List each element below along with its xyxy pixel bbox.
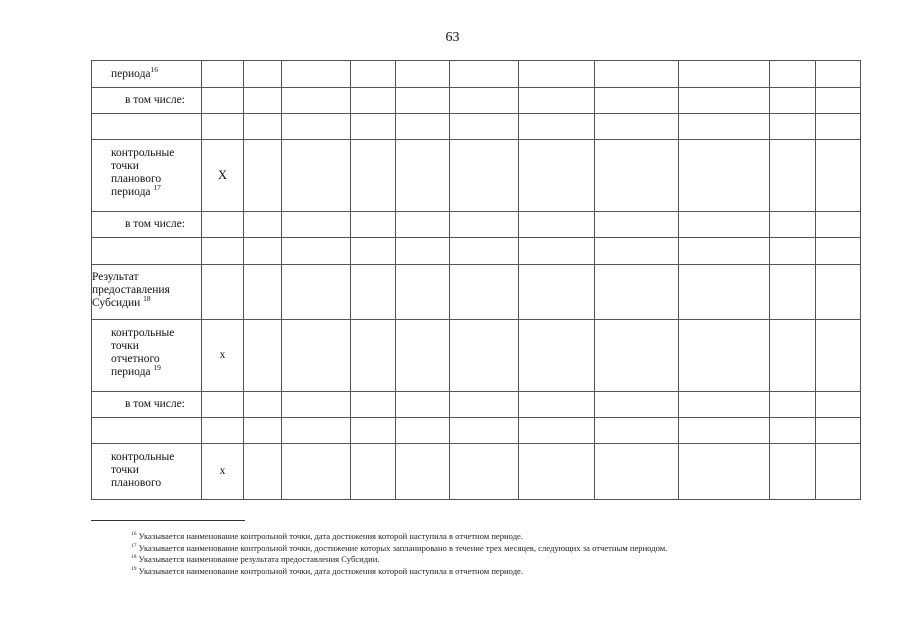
- table-cell: [770, 114, 816, 140]
- mark-cell: [202, 238, 244, 265]
- table-cell: [450, 212, 519, 238]
- table-cell: [244, 238, 282, 265]
- report-table: [91, 60, 861, 500]
- table-cell: [282, 212, 351, 238]
- table-cell: [770, 392, 816, 418]
- table-row: [92, 392, 861, 418]
- table-row: [92, 212, 861, 238]
- mark-cell: [202, 418, 244, 444]
- table-cell: [244, 61, 282, 88]
- row-label: [92, 444, 202, 500]
- table-cell: [396, 392, 450, 418]
- table-row: [92, 88, 861, 114]
- table-cell: [282, 61, 351, 88]
- table-cell: [679, 444, 770, 500]
- table-cell: [450, 392, 519, 418]
- table-cell: [244, 444, 282, 500]
- table-cell: [396, 265, 450, 320]
- row-label: [92, 61, 202, 88]
- table-cell: [519, 265, 595, 320]
- table-row: [92, 238, 861, 265]
- table-cell: [519, 140, 595, 212]
- row-label: [92, 212, 202, 238]
- table-cell: [595, 238, 679, 265]
- table-cell: [450, 265, 519, 320]
- table-cell: [679, 114, 770, 140]
- row-label-line: планового: [111, 477, 162, 489]
- row-label-text: периода: [111, 67, 151, 80]
- table-cell: [396, 418, 450, 444]
- table-cell: [595, 212, 679, 238]
- table-cell: [244, 140, 282, 212]
- table-cell: [679, 238, 770, 265]
- table-cell: [816, 392, 861, 418]
- table-cell: [595, 140, 679, 212]
- table-cell: [450, 320, 519, 392]
- table-cell: [679, 140, 770, 212]
- row-label-line: контрольные: [111, 147, 175, 159]
- table-row: [92, 320, 861, 392]
- table-cell: [351, 114, 396, 140]
- table-cell: [450, 444, 519, 500]
- row-label: [92, 88, 202, 114]
- table-cell: [244, 88, 282, 114]
- table-cell: [450, 238, 519, 265]
- table-cell: [282, 238, 351, 265]
- row-label: [92, 392, 202, 418]
- mark-cell: [202, 212, 244, 238]
- table-cell: [816, 61, 861, 88]
- table-cell: [282, 392, 351, 418]
- table-cell: [816, 418, 861, 444]
- row-label-line: планового: [111, 173, 162, 185]
- mark-cell: x: [202, 444, 244, 500]
- footnote-ref: 18: [143, 294, 151, 304]
- footnote-19: $^{19}$ Указывается наименование контрольной точки, дата достижения которой наступила в отчетном периоде.: [131, 565, 524, 576]
- table-cell: [396, 320, 450, 392]
- table-cell: [816, 265, 861, 320]
- table-cell: [396, 212, 450, 238]
- table-cell: [770, 61, 816, 88]
- table-row: [92, 61, 861, 88]
- table-cell: [282, 114, 351, 140]
- mark-cell: [202, 88, 244, 114]
- table-cell: [679, 61, 770, 88]
- table-cell: [679, 265, 770, 320]
- table-cell: [244, 114, 282, 140]
- row-label-line: отчетного: [111, 353, 160, 365]
- footnote-16: $^{16}$ Указывается наименование контрольной точки, дата достижения которой наступила в отчетном периоде.: [131, 531, 524, 541]
- table-cell: [679, 392, 770, 418]
- row-label: [92, 238, 202, 265]
- table-cell: [816, 320, 861, 392]
- mark-cell: [202, 392, 244, 418]
- row-label: [92, 140, 202, 212]
- row-label-line: точки: [111, 340, 139, 352]
- table-cell: [351, 238, 396, 265]
- mark-cell: X: [202, 140, 244, 212]
- table-row: [92, 418, 861, 444]
- table-cell: [679, 212, 770, 238]
- row-label: [92, 320, 202, 392]
- row-label: [92, 418, 202, 444]
- table-cell: [244, 392, 282, 418]
- table-cell: [816, 140, 861, 212]
- table-cell: [244, 320, 282, 392]
- table-cell: [351, 140, 396, 212]
- table-cell: [679, 418, 770, 444]
- table-cell: [770, 418, 816, 444]
- table-cell: [450, 418, 519, 444]
- table-cell: [770, 265, 816, 320]
- table-cell: [816, 212, 861, 238]
- footnotes: [131, 531, 667, 577]
- table-cell: [244, 265, 282, 320]
- table-cell: [519, 392, 595, 418]
- footnote-ref: 16: [150, 64, 159, 74]
- row-label-text: в том числе:: [125, 398, 185, 410]
- table-cell: [244, 212, 282, 238]
- page-number: 63: [445, 30, 460, 45]
- table-cell: [396, 444, 450, 500]
- table-cell: [595, 392, 679, 418]
- mark-cell: [202, 114, 244, 140]
- footnote-ref: 17: [153, 183, 161, 193]
- table-cell: [595, 418, 679, 444]
- table-cell: [351, 212, 396, 238]
- table-cell: [519, 418, 595, 444]
- table-cell: [519, 88, 595, 114]
- table-cell: [770, 140, 816, 212]
- table-row: [92, 444, 861, 500]
- mark-cell: x: [202, 320, 244, 392]
- table-cell: [770, 212, 816, 238]
- table-cell: [351, 88, 396, 114]
- table-cell: [282, 88, 351, 114]
- table-cell: [351, 265, 396, 320]
- footnote-18: $^{18}$ Указывается наименование результата предоставления Субсидии.: [131, 554, 380, 565]
- table-cell: [396, 140, 450, 212]
- table-cell: [770, 238, 816, 265]
- table-cell: [351, 61, 396, 88]
- table-cell: [770, 320, 816, 392]
- row-label-line: Субсидии: [92, 297, 141, 309]
- table-cell: [396, 88, 450, 114]
- table-cell: [450, 61, 519, 88]
- table-cell: [595, 444, 679, 500]
- table-cell: [770, 444, 816, 500]
- mark-cell: [202, 61, 244, 88]
- table-cell: [770, 88, 816, 114]
- table-cell: [595, 265, 679, 320]
- table-cell: [816, 444, 861, 500]
- table-cell: [396, 238, 450, 265]
- table-cell: [244, 418, 282, 444]
- table-cell: [679, 88, 770, 114]
- table-cell: [595, 114, 679, 140]
- table-cell: [519, 61, 595, 88]
- row-label-line: Результат: [92, 271, 139, 283]
- row-label-line: контрольные: [111, 327, 175, 339]
- footnote-separator: [91, 520, 245, 521]
- row-label-line: периода: [111, 366, 151, 378]
- row-label-line: точки: [111, 464, 139, 476]
- row-label-line: контрольные: [111, 451, 175, 463]
- table-row: [92, 140, 861, 212]
- table-cell: [519, 238, 595, 265]
- table-cell: [282, 320, 351, 392]
- table-cell: [351, 392, 396, 418]
- row-label-text: в том числе:: [125, 94, 185, 106]
- table-cell: [450, 88, 519, 114]
- table-cell: [351, 320, 396, 392]
- table-cell: [679, 320, 770, 392]
- table-row: [92, 114, 861, 140]
- row-label-line: периода: [111, 186, 151, 198]
- table-cell: [282, 418, 351, 444]
- table-cell: [595, 320, 679, 392]
- table-cell: [816, 88, 861, 114]
- table-cell: [816, 114, 861, 140]
- table-row: [92, 265, 861, 320]
- table-cell: [519, 212, 595, 238]
- table-cell: [396, 61, 450, 88]
- table-cell: [282, 140, 351, 212]
- table-cell: [595, 61, 679, 88]
- row-label-line: предоставления: [92, 284, 170, 296]
- table-cell: [282, 444, 351, 500]
- table-cell: [351, 418, 396, 444]
- table-cell: [282, 265, 351, 320]
- row-label: [92, 114, 202, 140]
- table-cell: [519, 320, 595, 392]
- table-cell: [351, 444, 396, 500]
- row-label-text: в том числе:: [125, 218, 185, 230]
- mark-cell: [202, 265, 244, 320]
- table-cell: [450, 140, 519, 212]
- table-cell: [450, 114, 519, 140]
- table-cell: [595, 88, 679, 114]
- table-cell: [816, 238, 861, 265]
- table-cell: [519, 114, 595, 140]
- row-label: [92, 265, 202, 320]
- footnote-17: $^{17}$ Указывается наименование контрольной точки, достижение которых запланировано в течение трех месяцев, следующих за отчетным периодом.: [131, 542, 668, 553]
- table-cell: [396, 114, 450, 140]
- footnote-ref: 19: [153, 363, 161, 373]
- row-label-line: точки: [111, 160, 139, 172]
- table-cell: [519, 444, 595, 500]
